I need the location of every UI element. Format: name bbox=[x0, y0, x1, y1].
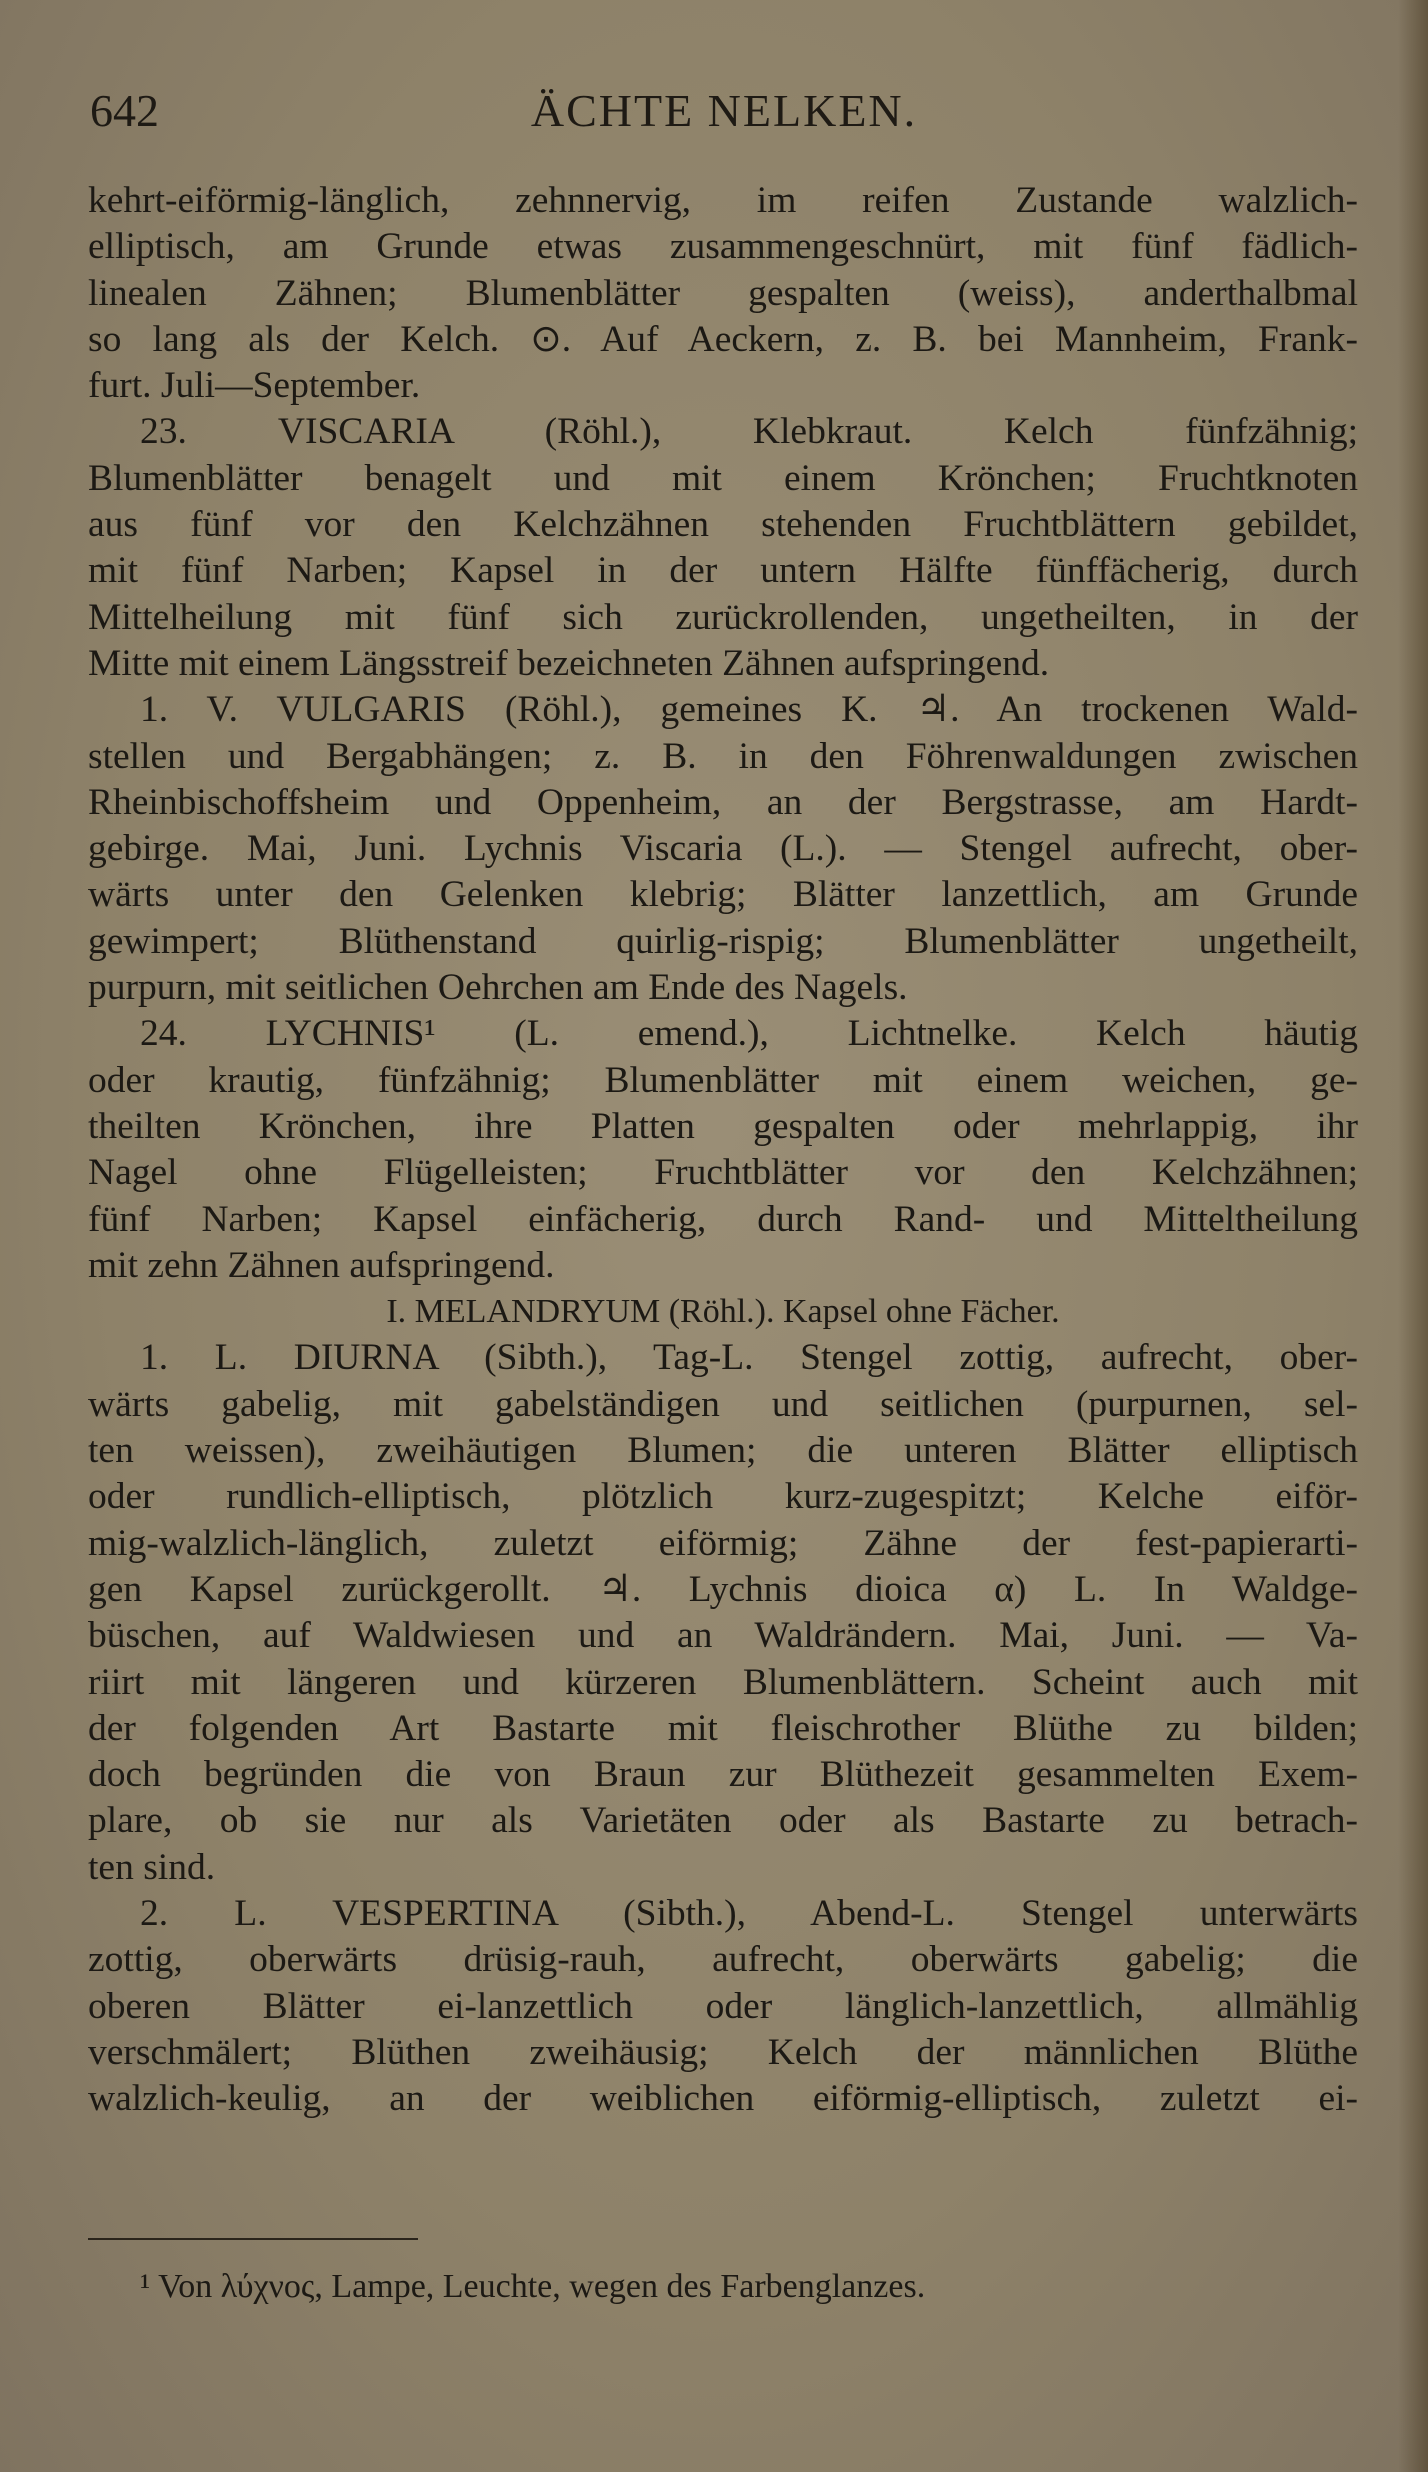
text-line: aus fünf vor den Kelchzähnen stehenden Fruchtblättern gebildet, bbox=[88, 504, 1358, 546]
text-line: mig-walzlich-länglich, zuletzt eiförmig; Zähne der fest-papierarti- bbox=[88, 1522, 1358, 1564]
subsection-heading: I. MELANDRYUM (Röhl.). Kapsel ohne Fächer. bbox=[386, 1293, 1060, 1331]
text-line: Mitte mit einem Längsstreif bezeichneten Zähnen aufspringend. bbox=[88, 642, 1050, 684]
text-line: zottig, oberwärts drüsig-rauh, aufrecht, oberwärts gabelig; die bbox=[88, 1939, 1358, 1981]
text-line: purpurn, mit seitlichen Oehrchen am Ende des Nagels. bbox=[88, 967, 908, 1009]
footnote: ¹ Von λύχνος, Lampe, Leuchte, wegen des Farbenglanzes. bbox=[140, 2268, 926, 2305]
text-line: furt. Juli—September. bbox=[88, 365, 421, 407]
running-title: ÄCHTE NELKEN. bbox=[530, 85, 918, 136]
page-number: 642 bbox=[90, 85, 159, 136]
text-line: gewimpert; Blüthenstand quirlig-rispig; Blumenblätter ungetheilt, bbox=[88, 920, 1358, 962]
text-line: mit zehn Zähnen aufspringend. bbox=[88, 1244, 555, 1286]
text-line: fünf Narben; Kapsel einfächerig, durch Rand- und Mitteltheilung bbox=[88, 1198, 1358, 1240]
text-line: oberen Blätter ei-lanzettlich oder länglich-lanzettlich, allmählig bbox=[88, 1985, 1358, 2027]
text-line: plare, ob sie nur als Varietäten oder als Bastarte zu betrach- bbox=[88, 1800, 1358, 1842]
text-line: verschmälert; Blüthen zweihäusig; Kelch der männlichen Blüthe bbox=[88, 2031, 1358, 2073]
text-line: oder krautig, fünfzähnig; Blumenblätter mit einem weichen, ge- bbox=[88, 1059, 1358, 1101]
species-heading-line: 1. V. VULGARIS (Röhl.), gemeines K. ♃. An trockenen Wald- bbox=[140, 689, 1358, 731]
text-line: theilten Krönchen, ihre Platten gespalten oder mehrlappig, ihr bbox=[88, 1105, 1358, 1147]
text-line: mit fünf Narben; Kapsel in der untern Hälfte fünffächerig, durch bbox=[88, 550, 1358, 592]
text-line: elliptisch, am Grunde etwas zusammengeschnürt, mit fünf fädlich- bbox=[88, 226, 1358, 268]
text-line: wärts unter den Gelenken klebrig; Blätter lanzettlich, am Grunde bbox=[88, 874, 1358, 916]
footnote-rule bbox=[88, 2238, 418, 2240]
text-line: ten weissen), zweihäutigen Blumen; die unteren Blätter elliptisch bbox=[88, 1430, 1358, 1472]
text-line: Nagel ohne Flügelleisten; Fruchtblätter vor den Kelchzähnen; bbox=[88, 1152, 1358, 1194]
text-line: ten sind. bbox=[88, 1846, 216, 1888]
text-line: walzlich-keulig, an der weiblichen eiförmig-elliptisch, zuletzt ei- bbox=[88, 2078, 1358, 2120]
species-heading-line: 1. L. DIURNA (Sibth.), Tag-L. Stengel zottig, aufrecht, ober- bbox=[140, 1337, 1358, 1379]
species-heading-line: 2. L. VESPERTINA (Sibth.), Abend-L. Stengel unterwärts bbox=[140, 1892, 1358, 1934]
text-line: doch begründen die von Braun zur Blüthezeit gesammelten Exem- bbox=[88, 1754, 1358, 1796]
page-edge-shadow bbox=[1398, 0, 1428, 2472]
text-line: Rheinbischoffsheim und Oppenheim, an der Bergstrasse, am Hardt- bbox=[88, 781, 1358, 823]
text-line: büschen, auf Waldwiesen und an Waldrändern. Mai, Juni. — Va- bbox=[88, 1615, 1358, 1657]
text-line: stellen und Bergabhängen; z. B. in den Föhrenwaldungen zwischen bbox=[88, 735, 1358, 777]
text-line: kehrt-eiförmig-länglich, zehnnervig, im reifen Zustande walzlich- bbox=[88, 180, 1358, 221]
genus-heading-line: 23. VISCARIA (Röhl.), Klebkraut. Kelch fünfzähnig; bbox=[140, 411, 1358, 453]
page-header bbox=[90, 84, 1358, 144]
text-line: so lang als der Kelch. ⊙. Auf Aeckern, z. B. bei Mannheim, Frank- bbox=[88, 318, 1358, 360]
text-line: linealen Zähnen; Blumenblätter gespalten (weiss), anderthalbmal bbox=[88, 272, 1358, 314]
text-line: Blumenblätter benagelt und mit einem Krönchen; Fruchtknoten bbox=[88, 457, 1358, 499]
text-line: gebirge. Mai, Juni. Lychnis Viscaria (L.). — Stengel aufrecht, ober- bbox=[88, 828, 1358, 870]
text-line: wärts gabelig, mit gabelständigen und seitlichen (purpurnen, sel- bbox=[88, 1383, 1358, 1425]
text-line: riirt mit längeren und kürzeren Blumenblättern. Scheint auch mit bbox=[88, 1661, 1358, 1703]
text-line: gen Kapsel zurückgerollt. ♃. Lychnis dioica α) L. In Waldge- bbox=[88, 1568, 1358, 1610]
page-body bbox=[88, 178, 1358, 2122]
genus-heading-line: 24. LYCHNIS¹ (L. emend.), Lichtnelke. Kelch häutig bbox=[140, 1013, 1358, 1055]
text-line: Mittelheilung mit fünf sich zurückrollenden, ungetheilten, in der bbox=[88, 596, 1358, 638]
text-line: oder rundlich-elliptisch, plötzlich kurz-zugespitzt; Kelche eiför- bbox=[88, 1476, 1358, 1518]
text-line: der folgenden Art Bastarte mit fleischrother Blüthe zu bilden; bbox=[88, 1707, 1358, 1749]
